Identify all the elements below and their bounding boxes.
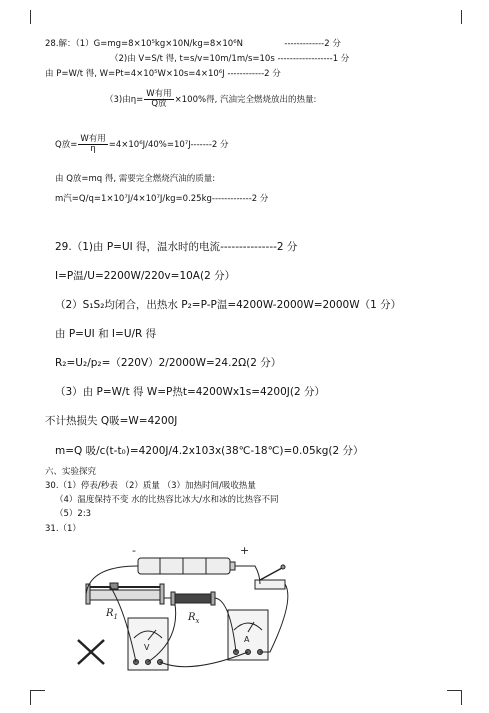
corner-mark-bottom-left (30, 690, 45, 705)
q28-line1: 28.解：（1）G=mg=8×10⁵kg×10N/kg=8×10⁶N -------------2 分 (45, 39, 341, 49)
q-fraction: $\frac{\text{W有用}}{\eta}$ (80, 134, 106, 154)
q28-mass-line: m汽=Q/q=1×10⁷J/4×10⁷J/kg=0.25kg-------------2 分 (55, 194, 269, 204)
q29-line2: I=P温/U=2200W/220v=10A(2 分） (55, 270, 236, 282)
label-minus: - (132, 544, 136, 557)
resistor-rx (171, 592, 215, 605)
q30-line3: （5）2:3 (55, 509, 92, 519)
battery-pack (138, 558, 235, 574)
q29-line7: 不计热损失 Q吸=W=4200J (45, 415, 178, 427)
label-a: A (244, 635, 250, 644)
q29-line1: 29.（1)由 P=UI 得，温水时的电流---------------2 分 (55, 241, 298, 253)
section6-title: 六、实验探究 (45, 467, 97, 477)
q28-line2: （2)由 V=S/t 得, t=s/v=10m/1m/s=10s ------------------1 分 (110, 54, 350, 64)
q29-line1-score: ---------------2 分 (220, 241, 298, 253)
corner-mark-top-right (447, 10, 462, 24)
q29-line5: R₂=U₂/p₂=（220V）2/2000W=24.2Ω(2 分） (55, 357, 282, 369)
q28-eta-line: （3)由η= $\frac{\text{W有用}}{\text{Q放}}$ ×100%得, 汽油完全燃烧放出的热量: (105, 89, 317, 109)
q29-line4: 由 P=UI 和 I=U/R 得 (55, 328, 157, 340)
eta-fraction: $\frac{\text{W有用}}{\text{Q放}}$ (146, 89, 172, 109)
corner-mark-top-left (30, 10, 45, 24)
label-r1: $R_1$ (106, 608, 118, 621)
label-rx: $R_x$ (188, 612, 200, 625)
rheostat-r1 (86, 583, 164, 604)
q28-q-score: -------2 分 (190, 139, 229, 150)
q28-mass-score: -------------2 分 (211, 194, 269, 204)
corner-mark-bottom-right (447, 690, 462, 705)
circuit-diagram (70, 540, 320, 690)
cross-mark (78, 640, 104, 664)
q28-mass-intro: 由 Q放=mq 得, 需要完全燃烧汽油的质量: (55, 174, 216, 184)
q28-q-line: Q放= $\frac{\text{W有用}}{\eta}$ =4×10⁶J/40%=10⁷J-------2 分 (55, 134, 229, 154)
q30-line2: （4）温度保持不变 水的比热容比冰大/水和冰的比热容不同 (55, 495, 279, 505)
q28-line3-score: ------------2 分 (227, 69, 281, 79)
q28-line2-score: ------------------1 分 (277, 54, 350, 64)
q29-line3: （2）S₁S₂均闭合，出热水 P₂=P-P温=4200W-2000W=2000W（1 分） (55, 299, 402, 311)
q29-line8: m=Q 吸/c(t-t₀)=4200J/4.2x103x(38℃-18℃)=0.05kg(2 分） (55, 445, 364, 457)
q30-line1: 30.（1）停表/秒表 （2）质量 （3）加热时间/吸收热量 (45, 481, 256, 491)
label-plus: + (240, 544, 250, 557)
q28-line3: 由 P=W/t 得, W=Pt=4×10⁵W×10s=4×10⁶J ------------2 分 (45, 69, 281, 79)
q31-line1: 31.（1） (45, 524, 81, 534)
q28-line1-score: -------------2 分 (284, 39, 341, 49)
label-v: V (144, 643, 150, 652)
q29-line6: （3）由 P=W/t 得 W=P热t=4200Wx1s=4200J(2 分） (55, 386, 325, 398)
